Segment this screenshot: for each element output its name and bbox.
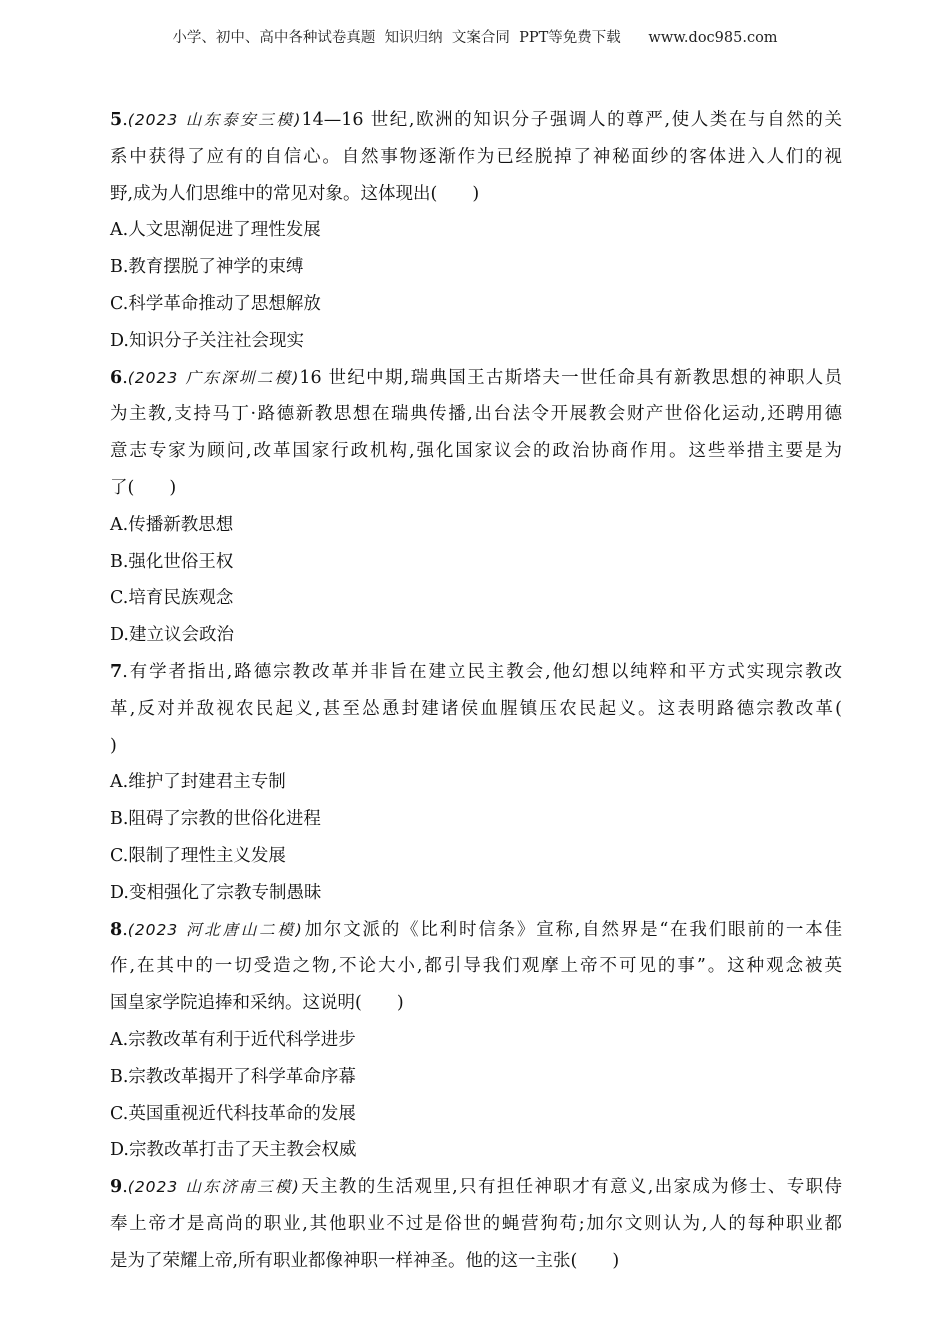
option-c: C.培育民族观念 <box>110 588 234 609</box>
option-d: D.建立议会政治 <box>110 625 234 646</box>
question-stem-line: 奉上帝才是高尚的职业,其他职业不过是俗世的蝇营狗苟;加尔文则认为,人的每种职业都 <box>110 1213 842 1234</box>
option-a: A.维护了封建君主专制 <box>110 772 286 793</box>
option-d: D.变相强化了宗教专制愚昧 <box>110 882 322 903</box>
question-stem-line: 野,成为人们思维中的常见对象。这体现出( ) <box>110 183 480 204</box>
question-stem-line: 6.(2023 广东深圳二模)16 世纪中期,瑞典国王古斯塔夫一世任命具有新教思想的神职人员 <box>110 367 842 388</box>
option-a: A.传播新教思想 <box>110 514 234 535</box>
question-number: 5 <box>110 110 123 130</box>
question-stem-line: 8.(2023 河北唐山二模)加尔文派的《比利时信条》宣称,自然界是“在我们眼前的一本佳 <box>110 919 842 940</box>
question-stem-line: ) <box>110 735 117 756</box>
option-d: D.宗教改革打击了天主教会权威 <box>110 1140 357 1161</box>
option-c: C.限制了理性主义发展 <box>110 845 286 866</box>
question-number: 8 <box>110 919 123 940</box>
option-b: B.教育摆脱了神学的束缚 <box>110 257 304 278</box>
question-stem-line: 5.(2023 山东泰安三模)14—16 世纪,欧洲的知识分子强调人的尊严,使人类在与自然的关 <box>110 110 842 130</box>
question-stem-line: 为主教,支持马丁·路德新教思想在瑞典传播,出台法令开展教会财产世俗化运动,还聘用德 <box>110 404 842 425</box>
option-d: D.知识分子关注社会现实 <box>110 330 304 351</box>
question-source: (2023 山东济南三模) <box>127 1178 300 1197</box>
question-source: (2023 河北唐山二模) <box>127 920 303 939</box>
question-stem-line: 作,在其中的一切受造之物,不论大小,都引导我们观摩上帝不可见的事”。这种观念被英 <box>110 956 842 977</box>
question-stem-line: 是为了荣耀上帝,所有职业都像神职一样神圣。他的这一主张( ) <box>110 1250 620 1271</box>
question-stem-line: 国皇家学院追捧和采纳。这说明( ) <box>110 993 404 1014</box>
question-7 <box>110 654 842 912</box>
option-b: B.宗教改革揭开了科学革命序幕 <box>110 1066 356 1087</box>
question-source: (2023 广东深圳二模) <box>127 368 300 387</box>
question-list <box>110 102 842 1280</box>
question-number: 7 <box>110 661 123 682</box>
question-number: 6 <box>110 367 123 388</box>
question-source: (2023 山东泰安三模) <box>127 111 302 129</box>
option-c: C.科学革命推动了思想解放 <box>110 293 321 314</box>
option-a: A.人文思潮促进了理性发展 <box>110 220 321 241</box>
option-b: B.强化世俗王权 <box>110 551 234 572</box>
question-5 <box>110 102 842 360</box>
question-number: 9 <box>110 1177 123 1198</box>
question-8 <box>110 912 842 1170</box>
question-stem-line: 7.有学者指出,路德宗教改革并非旨在建立民主教会,他幻想以纯粹和平方式实现宗教改 <box>110 661 842 682</box>
option-c: C.英国重视近代科技革命的发展 <box>110 1103 356 1124</box>
question-stem-line: 了( ) <box>110 477 177 498</box>
question-stem-line: 9.(2023 山东济南三模)天主教的生活观里,只有担任神职才有意义,出家成为修士、专职侍 <box>110 1177 842 1198</box>
option-a: A.宗教改革有利于近代科学进步 <box>110 1029 356 1050</box>
question-stem-line: 系中获得了应有的自信心。自然事物逐渐作为已经脱掉了神秘面纱的客体进入人们的视 <box>110 146 842 167</box>
question-stem-line: 革,反对并敌视农民起义,甚至怂恿封建诸侯血腥镇压农民起义。这表明路德宗教改革( <box>110 698 842 719</box>
question-9 <box>110 1169 842 1279</box>
option-b: B.阻碍了宗教的世俗化进程 <box>110 809 321 830</box>
question-stem-line: 意志专家为顾问,改革国家行政机构,强化国家议会的政治协商作用。这些举措主要是为 <box>110 441 842 462</box>
page-header: 小学、初中、高中各种试卷真题 知识归纳 文案合同 PPT等免费下载 www.doc985.com <box>172 30 778 46</box>
question-6 <box>110 360 842 654</box>
